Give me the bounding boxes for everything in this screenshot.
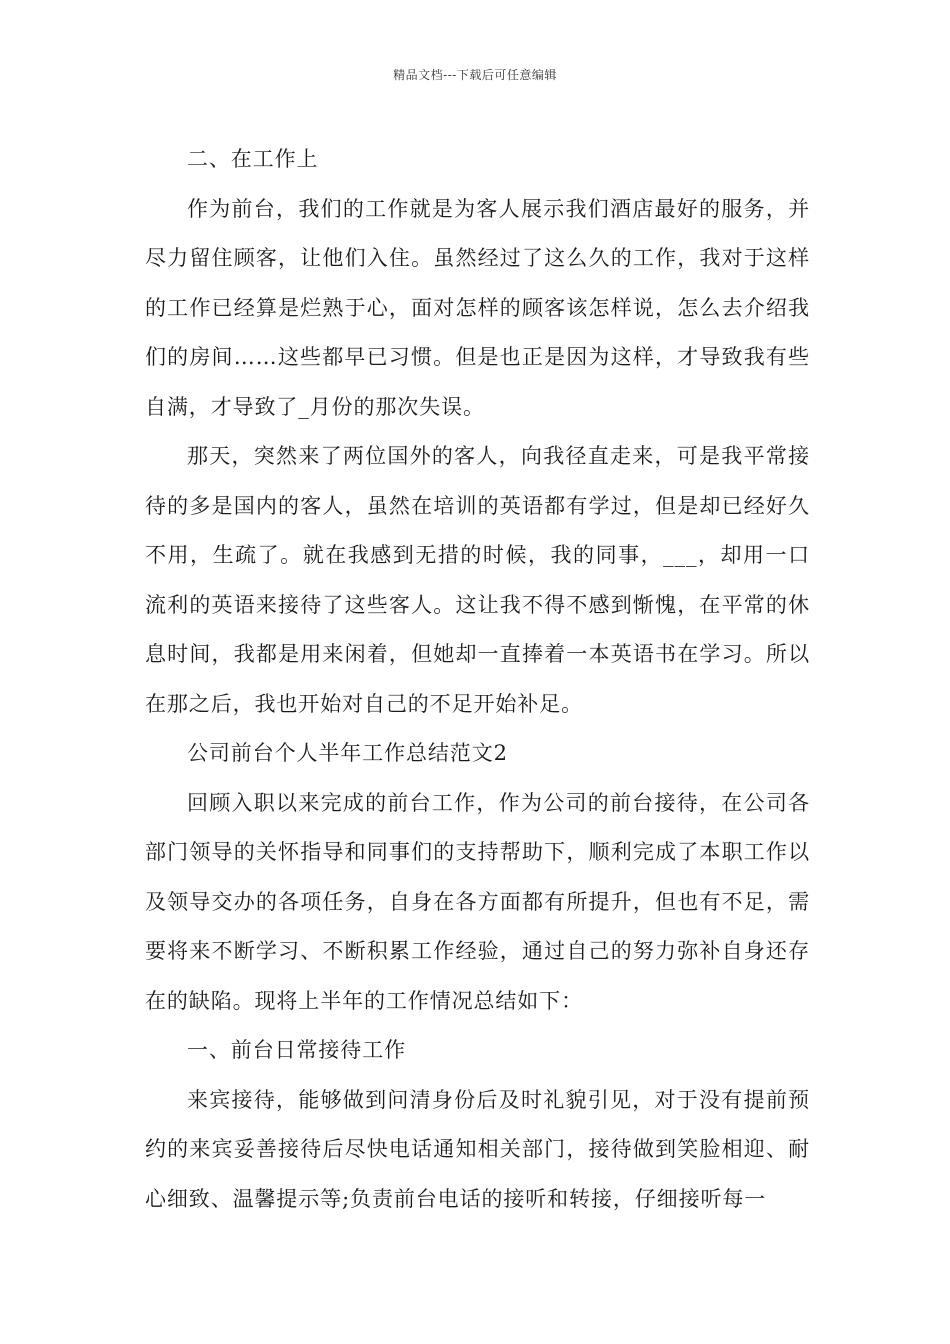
document-body (145, 135, 810, 1224)
section-heading-work: 二、在工作上 (187, 147, 319, 171)
paragraph-foreign-guests: 那天，突然来了两位国外的客人，向我径直走来，可是我平常接待的多是国内的客人，虽然在培训的英语都有学过，但是却已经好久不用，生疏了。就在我感到无措的时候，我的同事，___，却用一口流利的英语来接待了这些客人。这让我不得不感到惭愧，在平常的休息时间，我都是用来闲着，但她却一直捧着一本英语书在学习。所以在那之后，我也开始对自己的不足开始补足。 (145, 444, 810, 716)
paragraph-review: 回顾入职以来完成的前台工作，作为公司的前台接待，在公司各部门领导的关怀指导和同事们的支持帮助下，顺利完成了本职工作以及领导交办的各项任务，自身在各方面都有所提升，但也有不足，需要将来不断学习、不断积累工作经验，通过自己的努力弥补自身还存在的缺陷。现将上半年的工作情况总结如下： (145, 790, 810, 1013)
section-heading-daily-reception: 一、前台日常接待工作 (187, 1038, 406, 1062)
paragraph-front-desk-role: 作为前台，我们的工作就是为客人展示我们酒店最好的服务，并尽力留住顾客，让他们入住。虽然经过了这么久的工作，我对于这样的工作已经算是烂熟于心，面对怎样的顾客该怎样说，怎么去介绍我们的房间……这些都早已习惯。但是也正是因为这样，才导致我有些自满，才导致了_月份的那次失误。 (145, 196, 810, 419)
article-title-2: 公司前台个人半年工作总结范文2 (187, 741, 508, 765)
paragraph-guest-reception: 来宾接待，能够做到问清身份后及时礼貌引见，对于没有提前预约的来宾妥善接待后尽快电话通知相关部门，接待做到笑脸相迎、耐心细致、温馨提示等;负责前台电话的接听和转接，仔细接听每一 (145, 1087, 810, 1211)
page-header: 精品文档---下载后可任意编辑 (393, 68, 557, 82)
